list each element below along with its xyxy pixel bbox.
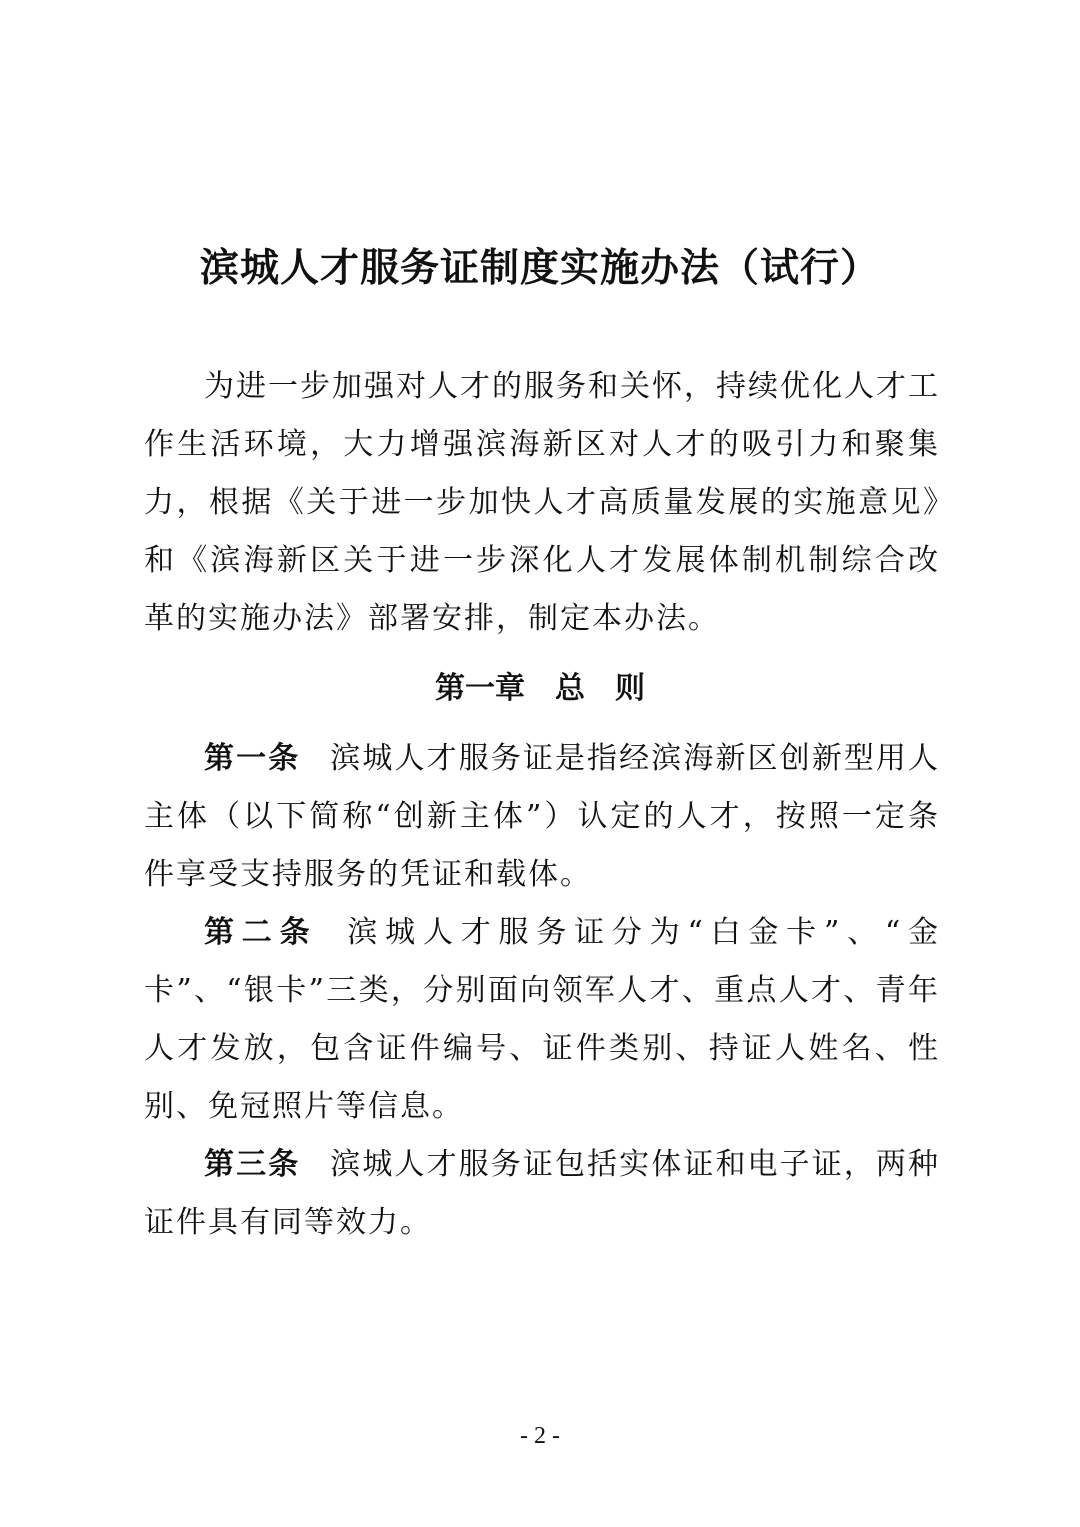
- chapter-heading: 第一章 总 则: [435, 671, 645, 706]
- article-1-label: 第一条: [204, 741, 301, 776]
- preamble-block: [144, 358, 940, 648]
- article-1: [144, 730, 940, 904]
- article-3-label: 第三条: [204, 1147, 301, 1182]
- article-2-label: 第二条: [204, 915, 318, 950]
- article-3-text: 滨城人才服务证包括实体证和电子证，两种证件具有同等效力。: [144, 1147, 941, 1240]
- document-title: 滨城人才服务证制度实施办法（试行）: [199, 245, 880, 291]
- article-1-text: 滨城人才服务证是指经滨海新区创新型用人主体（以下简称“创新主体”）认定的人才，按照一定条件享受支持服务的凭证和载体。: [144, 741, 941, 892]
- article-3: [144, 1136, 940, 1252]
- preamble-paragraph: 为进一步加强对人才的服务和关怀，持续优化人才工作生活环境，大力增强滨海新区对人才的吸引力和聚集力，根据《关于进一步加快人才高质量发展的实施意见》和《滨海新区关于进一步深化人才发展体制机制综合改革的实施办法》部署安排，制定本办法。: [144, 369, 940, 636]
- page-number: - 2 -: [520, 1423, 560, 1449]
- article-2: [144, 904, 940, 1136]
- article-2-text: 滨城人才服务证分为“白金卡”、“金卡”、“银卡”三类，分别面向领军人才、重点人才、青年人才发放，包含证件编号、证件类别、持证人姓名、性别、免冠照片等信息。: [144, 915, 941, 1124]
- articles-block: [144, 730, 940, 1252]
